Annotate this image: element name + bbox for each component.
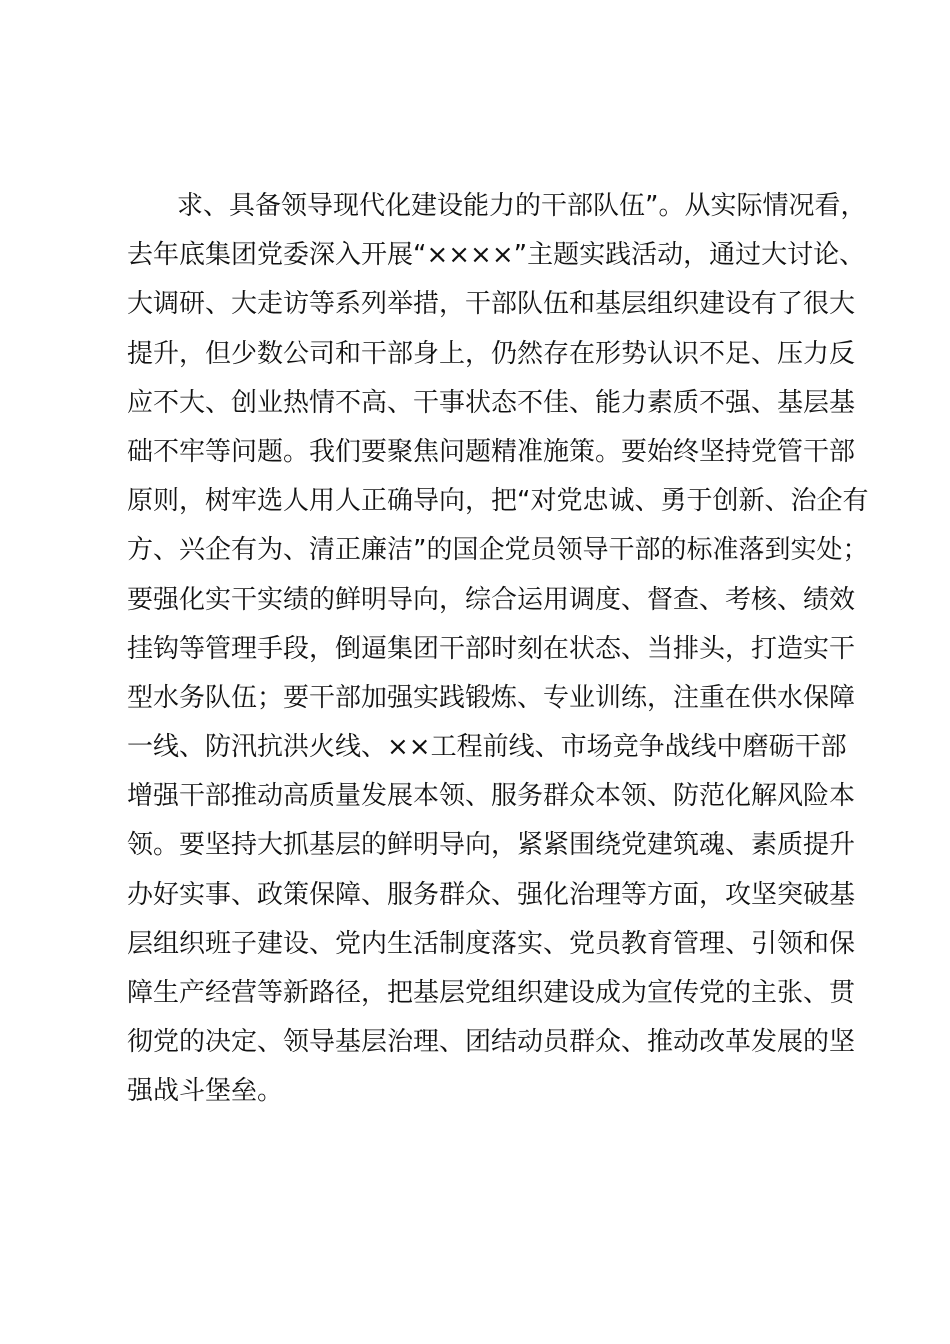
text-line: 障生产经营等新路径，把基层党组织建设成为宣传党的主张、贯 [127, 978, 856, 1008]
text-line: 型水务队伍；要干部加强实践锻炼、专业训练，注重在供水保障 [127, 682, 856, 713]
text-line: 方、兴企有为、清正廉洁”的国企党员领导干部的标准落到实处； [127, 535, 869, 566]
text-line: 去年底集团党委深入开展“××××”主题实践活动，通过大讨论、 [127, 240, 866, 271]
text-line: 原则，树牢选人用人正确导向，把“对党忠诚、勇于创新、治企有 [127, 486, 869, 517]
text-line: 强战斗堡垒。 [127, 1076, 284, 1107]
text-line: 求、具备领导现代化建设能力的干部队伍”。从实际情况看， [177, 191, 867, 221]
body-paragraph [127, 182, 869, 1117]
text-line: 应不大、创业热情不高、干事状态不佳、能力素质不强、基层基 [127, 387, 856, 418]
text-line: 增强干部推动高质量发展本领、服务群众本领、防范化解风险本 [127, 781, 856, 812]
text-line: 领。要坚持大抓基层的鲜明导向，紧紧围绕党建筑魂、素质提升 [127, 830, 856, 861]
text-line: 挂钩等管理手段，倒逼集团干部时刻在状态、当排头，打造实干 [127, 633, 856, 664]
text-line: 大调研、大走访等系列举措，干部队伍和基层组织建设有了很大 [127, 289, 856, 320]
text-line: 彻党的决定、领导基层治理、团结动员群众、推动改革发展的坚 [127, 1027, 856, 1058]
text-line: 层组织班子建设、党内生活制度落实、党员教育管理、引领和保 [127, 928, 856, 959]
text-line: 要强化实干实绩的鲜明导向，综合运用调度、督查、考核、绩效 [127, 584, 856, 615]
text-line: 办好实事、政策保障、服务群众、强化治理等方面，攻坚突破基 [127, 879, 856, 910]
text-line: 础不牢等问题。我们要聚焦问题精准施策。要始终坚持党管干部 [127, 436, 856, 467]
text-line: 提升，但少数公司和干部身上，仍然存在形势认识不足、压力反 [127, 338, 856, 369]
text-line: 一线、防汛抗洪火线、××工程前线、市场竞争战线中磨砺干部 [127, 732, 847, 763]
